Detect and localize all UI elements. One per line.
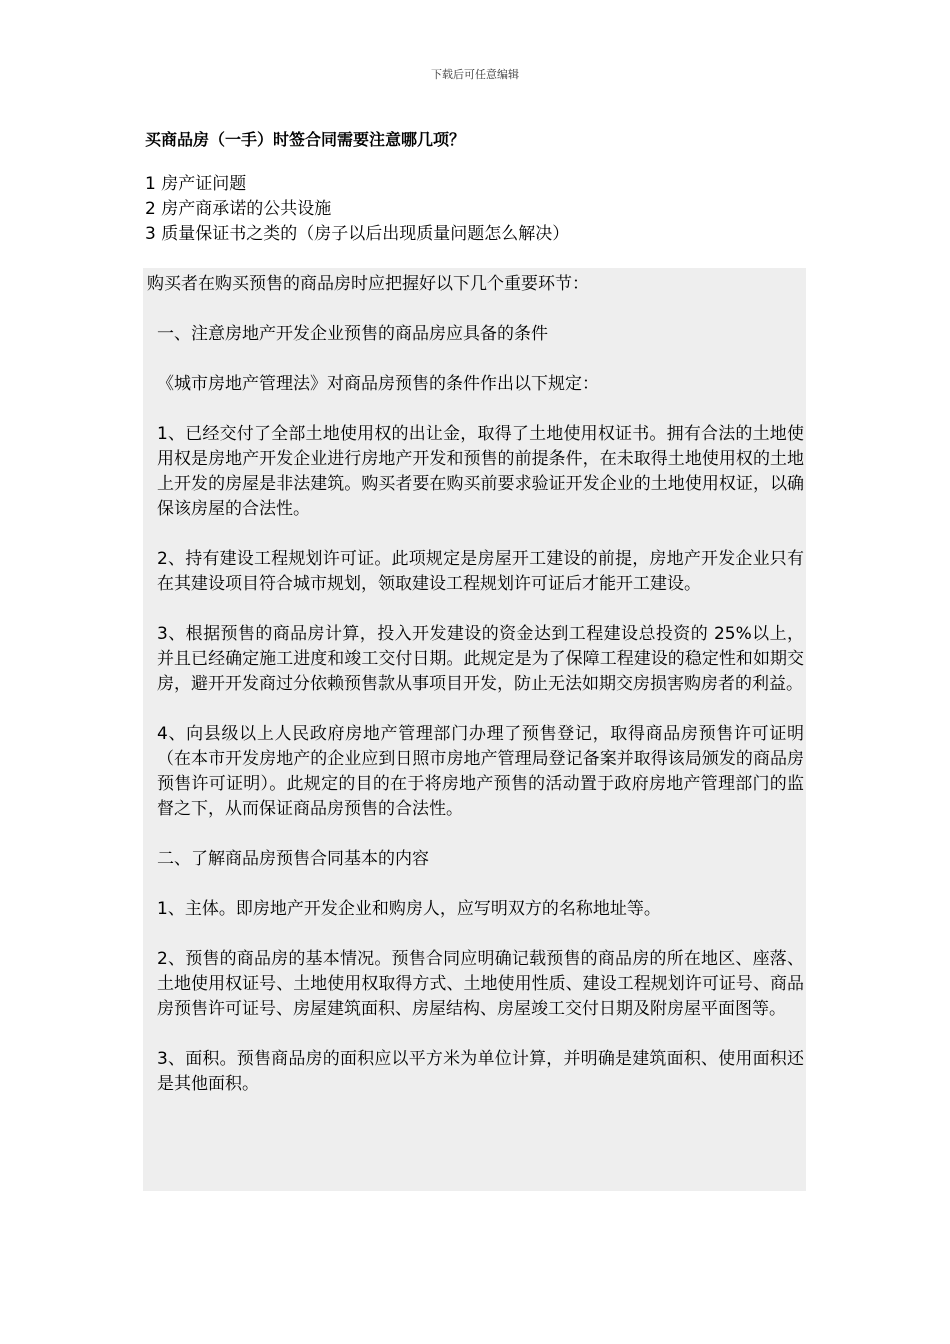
section-item: 2、持有建设工程规划许可证。此项规定是房屋开工建设的前提，房地产开发企业只有在其建设项目符合城市规划，领取建设工程规划许可证后才能开工建设。 <box>157 549 804 594</box>
section-item: 4、向县级以上人民政府房地产管理部门办理了预售登记，取得商品房预售许可证明（在本市开发房地产的企业应到日照市房地产管理局登记备案并取得该局颁发的商品房预售许可证明）。此规定的目的在于将房地产预售的活动置于政府房地产管理部门的监督之下，从而保证商品房预售的合法性。 <box>157 724 804 819</box>
section-heading: 一、注意房地产开发企业预售的商品房应具备的条件 <box>157 324 548 344</box>
lead-paragraph: 购买者在购买预售的商品房时应把握好以下几个重要环节： <box>147 274 589 294</box>
document-title: 买商品房（一手）时签合同需要注意哪几项？ <box>145 130 466 149</box>
section-item: 3、面积。预售商品房的面积应以平方米为单位计算，并明确是建筑面积、使用面积还是其他面积。 <box>157 1049 804 1094</box>
section-item: 1、已经交付了全部土地使用权的出让金，取得了土地使用权证书。拥有合法的土地使用权是房地产开发企业进行房地产开发和预售的前提条件，在未取得土地使用权的土地上开发的房屋是非法建筑。购买者要在购买前要求验证开发企业的土地使用权证，以确保该房屋的合法性。 <box>157 424 804 519</box>
header-note: 下载后可任意编辑 <box>431 68 519 81</box>
section-intro: 《城市房地产管理法》对商品房预售的条件作出以下规定： <box>157 374 599 394</box>
quoted-content-box <box>143 268 806 1191</box>
section-heading: 二、了解商品房预售合同基本的内容 <box>157 849 429 869</box>
intro-item: 1 房产证问题 <box>145 174 247 194</box>
section-item: 3、根据预售的商品房计算，投入开发建设的资金达到工程建设总投资的 25%以上，并且已经确定施工进度和竣工交付日期。此规定是为了保障工程建设的稳定性和如期交房，避开开发商过分依赖预售款从事项目开发，防止无法如期交房损害购房者的利益。 <box>157 624 804 694</box>
section-item: 2、预售的商品房的基本情况。预售合同应明确记载预售的商品房的所在地区、座落、土地使用权证号、土地使用权取得方式、土地使用性质、建设工程规划许可证号、商品房预售许可证号、房屋建筑面积、房屋结构、房屋竣工交付日期及附房屋平面图等。 <box>157 949 804 1019</box>
intro-list <box>145 172 569 247</box>
section-item: 1、主体。即房地产开发企业和购房人，应写明双方的名称地址等。 <box>157 899 661 919</box>
intro-item: 3 质量保证书之类的（房子以后出现质量问题怎么解决） <box>145 224 570 244</box>
intro-item: 2 房产商承诺的公共设施 <box>145 199 332 219</box>
